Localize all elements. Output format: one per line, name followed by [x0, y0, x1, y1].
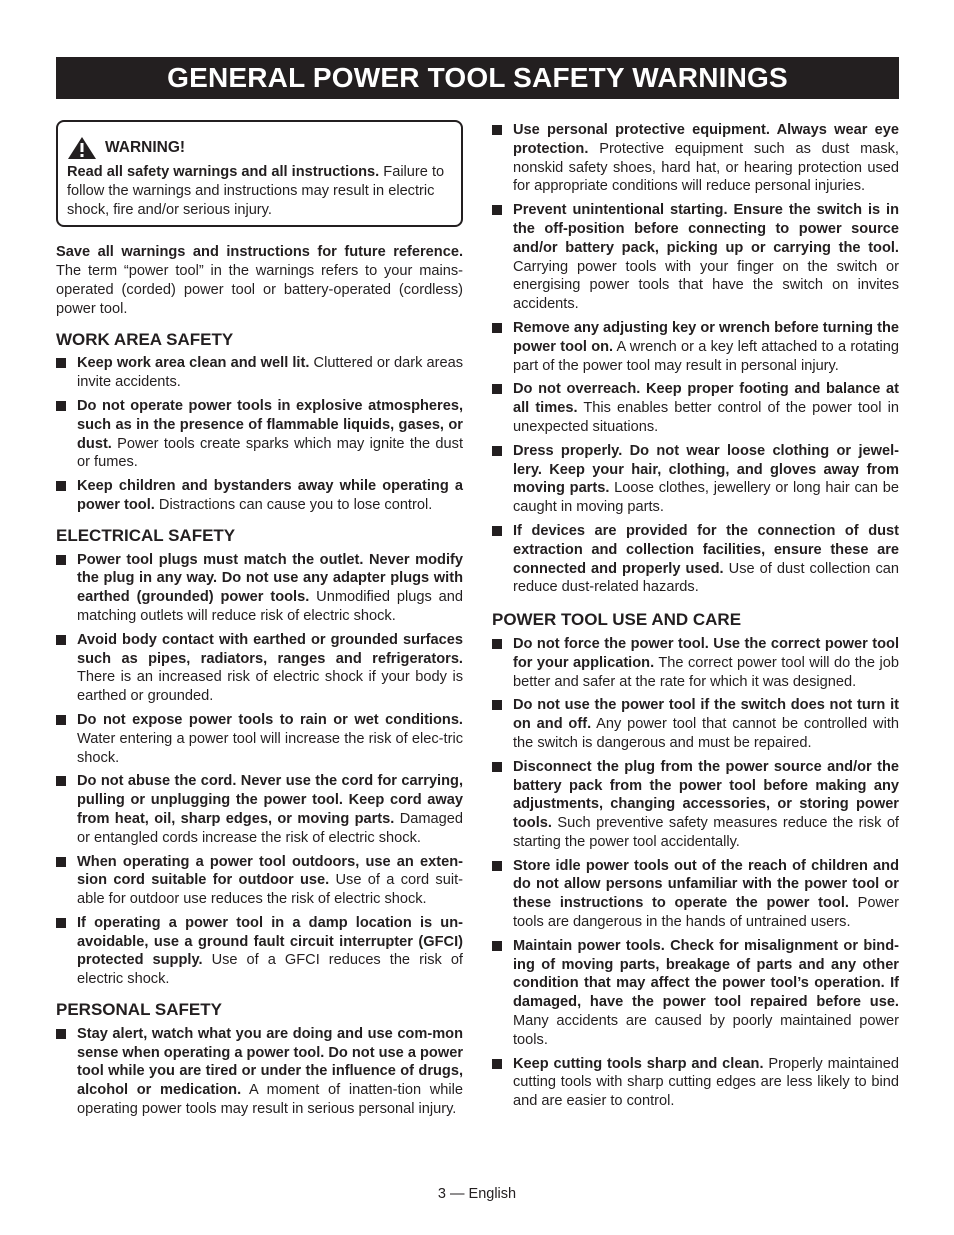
- item-text: This enables better control of the power tool in unexpected situations.: [513, 400, 899, 435]
- bullet-square-icon: [56, 481, 66, 491]
- item-text: A wrench or a key left attached to a rotating part of the power tool may result in personal injury.: [513, 338, 899, 374]
- item-lead: Do not use the power tool if the switch does not turn it on and off.: [513, 697, 899, 733]
- list-item: [56, 772, 463, 847]
- warning-title-row: [67, 136, 452, 160]
- item-lead: Prevent unintentional starting. Ensure the switch is in the off-position before connecting to power source and/or battery pack, picking up or carrying the tool.: [513, 202, 899, 256]
- list-item: [492, 635, 899, 691]
- section-personal: [56, 1001, 463, 1119]
- item-text: Power tools create sparks which may ignite the dust or fumes.: [77, 435, 463, 471]
- page-title-banner: [56, 57, 899, 99]
- list-item: [56, 711, 463, 767]
- item-text: The correct power tool will do the job better and safer at the rate for which it was designed.: [513, 654, 899, 690]
- item-lead: If devices are provided for the connection of dust extraction and collection facilities, ensure these are connected and properly used.: [513, 522, 899, 577]
- warning-box: [56, 120, 463, 227]
- item-lead: Remove any adjusting key or wrench before turning the power tool on.: [513, 319, 900, 355]
- item-lead: Keep cutting tools sharp and clean.: [513, 1055, 764, 1072]
- item-lead: Stay alert, watch what you are doing and use com-mon sense when operating a power tool. Do not use a power tool while you are tired or under the influence of drugs, alcohol or medication.: [77, 1025, 463, 1099]
- warning-title: WARNING!: [105, 138, 186, 156]
- item-lead: Keep work area clean and well lit.: [77, 355, 310, 372]
- item-lead: When operating a power tool outdoors, use an exten-sion cord suitable for outdoor use.: [77, 853, 463, 889]
- section-title: WORK AREA SAFETY: [56, 329, 234, 349]
- bullet-square-icon: [492, 861, 502, 871]
- list-item: [56, 1025, 463, 1119]
- list-item: [56, 914, 463, 989]
- list-item: [492, 319, 899, 375]
- item-text: Unmodified plugs and matching outlets will reduce risk of electric shock.: [77, 589, 463, 624]
- bullet-square-icon: [492, 639, 502, 649]
- section-work-area: [56, 331, 463, 515]
- bullet-square-icon: [56, 918, 66, 928]
- item-lead: Maintain power tools. Check for misalignment or bind-ing of moving parts, breakage of parts and any other condition that may affect the power tool’s operation. If damaged, have the power tool repaired before use.: [513, 937, 899, 1011]
- list-item: [492, 758, 899, 852]
- bullet-square-icon: [492, 526, 502, 536]
- intro-paragraph: [56, 243, 463, 318]
- bullet-square-icon: [56, 635, 66, 645]
- bullet-square-icon: [492, 941, 502, 951]
- bullet-square-icon: [56, 555, 66, 565]
- list-item: [492, 1055, 899, 1111]
- bullet-square-icon: [56, 1029, 66, 1039]
- item-text: Such preventive safety measures reduce the risk of starting the power tool accidentally.: [513, 815, 899, 850]
- item-text: There is an increased risk of electric shock if your body is earthed or grounded.: [77, 669, 463, 705]
- bullet-square-icon: [492, 125, 502, 135]
- item-lead: Do not overreach. Keep proper footing and balance at all times.: [513, 381, 899, 417]
- bullet-square-icon: [492, 384, 502, 394]
- section-title: POWER TOOL USE AND CARE: [492, 610, 742, 630]
- item-lead: Do not operate power tools in explosive atmospheres, such as in the presence of flammable liquids, gases, or dust.: [77, 397, 463, 452]
- item-text: Cluttered or dark areas invite accidents.: [77, 355, 463, 391]
- list-item: [492, 522, 899, 597]
- list-item: [56, 551, 463, 626]
- item-text: Use of a cord suit-able for outdoor use reduces the risk of electric shock.: [77, 872, 463, 908]
- bullet-square-icon: [492, 205, 502, 215]
- list-item: [56, 477, 463, 515]
- list-item: [56, 397, 463, 472]
- bullet-square-icon: [56, 401, 66, 411]
- list-item: [492, 857, 899, 932]
- warning-triangle-icon: [67, 136, 97, 160]
- list-item: [56, 631, 463, 706]
- section-title: PERSONAL SAFETY: [56, 1000, 222, 1020]
- item-lead: Keep children and bystanders away while operating a power tool.: [77, 478, 463, 513]
- bullet-square-icon: [492, 323, 502, 333]
- section-title: ELECTRICAL SAFETY: [56, 525, 236, 545]
- bullet-square-icon: [56, 715, 66, 725]
- bullet-square-icon: [492, 762, 502, 772]
- bullet-square-icon: [492, 446, 502, 456]
- item-text: Carrying power tools with your finger on the switch or energising power tools that have the switch on invites accidents.: [513, 258, 899, 313]
- list-item: [56, 853, 463, 909]
- item-text: Loose clothes, jewellery or long hair can be caught in moving parts.: [513, 480, 900, 516]
- page-title: GENERAL POWER TOOL SAFETY WARNINGS: [167, 62, 788, 93]
- item-text: Any power tool that cannot be controlled with the switch is dangerous and must be repaired.: [513, 716, 899, 751]
- list-item: [492, 201, 899, 314]
- warning-body: [67, 163, 452, 219]
- item-text: Properly maintained cutting tools with sharp cutting edges are less likely to bind and are easier to control.: [513, 1055, 899, 1110]
- list-item: [492, 442, 899, 517]
- item-lead: If operating a power tool in a damp location is un-avoidable, use a ground fault circuit interrupter (GFCI) protected supply.: [77, 914, 463, 969]
- list-item: [492, 121, 899, 196]
- warning-text: Failure to follow the warnings and instructions may result in electric shock, fire and/or serious injury.: [67, 164, 445, 218]
- left-column: [56, 120, 463, 1124]
- list-item: [492, 696, 899, 752]
- item-text: Use of dust collection can reduce dust-related hazards.: [513, 560, 899, 596]
- intro-lead: Save all warnings and instructions for future reference.: [56, 244, 463, 261]
- item-lead: Disconnect the plug from the power source and/or the battery pack from the power tool before making any adjustments, changing accessories, or storing power tools.: [513, 758, 899, 832]
- bullet-square-icon: [56, 358, 66, 368]
- section-electrical: [56, 527, 463, 989]
- item-lead: Dress properly. Do not wear loose clothing or jewel-lery. Keep your hair, clothing, and gloves away from moving parts.: [513, 442, 899, 497]
- item-text: Many accidents are caused by poorly maintained power tools.: [513, 1013, 899, 1048]
- item-lead: Store idle power tools out of the reach of children and do not allow persons unfamiliar with the power tool or these instructions to operate the power tool.: [513, 857, 899, 912]
- right-column: [492, 121, 899, 1116]
- item-lead: Avoid body contact with earthed or grounded surfaces such as pipes, radiators, ranges and refrigerators.: [77, 631, 463, 667]
- list-item: [56, 354, 463, 392]
- item-text: Damaged or entangled cords increase the risk of electric shock.: [77, 810, 463, 846]
- section-power-tool-use: [492, 611, 899, 1111]
- list-item: [492, 937, 899, 1050]
- intro-text: The term “power tool” in the warnings refers to your mains-operated (corded) power tool or battery-operated (cordless) power tool.: [56, 263, 463, 317]
- item-lead: Do not abuse the cord. Never use the cord for carrying, pulling or unplugging the power tool. Keep cord away from heat, oil, sharp edges, or moving parts.: [77, 773, 463, 827]
- item-lead: Do not force the power tool. Use the correct power tool for your application.: [513, 635, 899, 671]
- item-text: A moment of inatten-tion while operating power tools may result in serious personal injury.: [77, 1082, 464, 1118]
- item-text: Distractions can cause you to lose control.: [154, 496, 433, 513]
- item-text: Power tools are dangerous in the hands of untrained users.: [513, 895, 900, 931]
- bullet-square-icon: [492, 1059, 502, 1069]
- bullet-square-icon: [56, 857, 66, 867]
- item-lead: Use personal protective equipment. Always wear eye protection.: [513, 122, 899, 157]
- list-item: [492, 380, 899, 436]
- page-footer: 3 — English: [437, 1186, 517, 1202]
- item-text: Use of a GFCI reduces the risk of electric shock.: [77, 952, 463, 988]
- item-text: Water entering a power tool will increase the risk of elec-tric shock.: [77, 730, 463, 766]
- item-text: Protective equipment such as dust mask, nonskid safety shoes, hard hat, or hearing protection used for appropriate conditions will reduce personal injuries.: [513, 140, 899, 195]
- item-lead: Power tool plugs must match the outlet. Never modify the plug in any way. Do not use any adapter plugs with earthed (grounded) power tools.: [77, 551, 463, 606]
- bullet-square-icon: [492, 700, 502, 710]
- warning-lead: Read all safety warnings and all instructions.: [67, 164, 380, 180]
- item-lead: Do not expose power tools to rain or wet conditions.: [77, 711, 463, 728]
- bullet-square-icon: [56, 776, 66, 786]
